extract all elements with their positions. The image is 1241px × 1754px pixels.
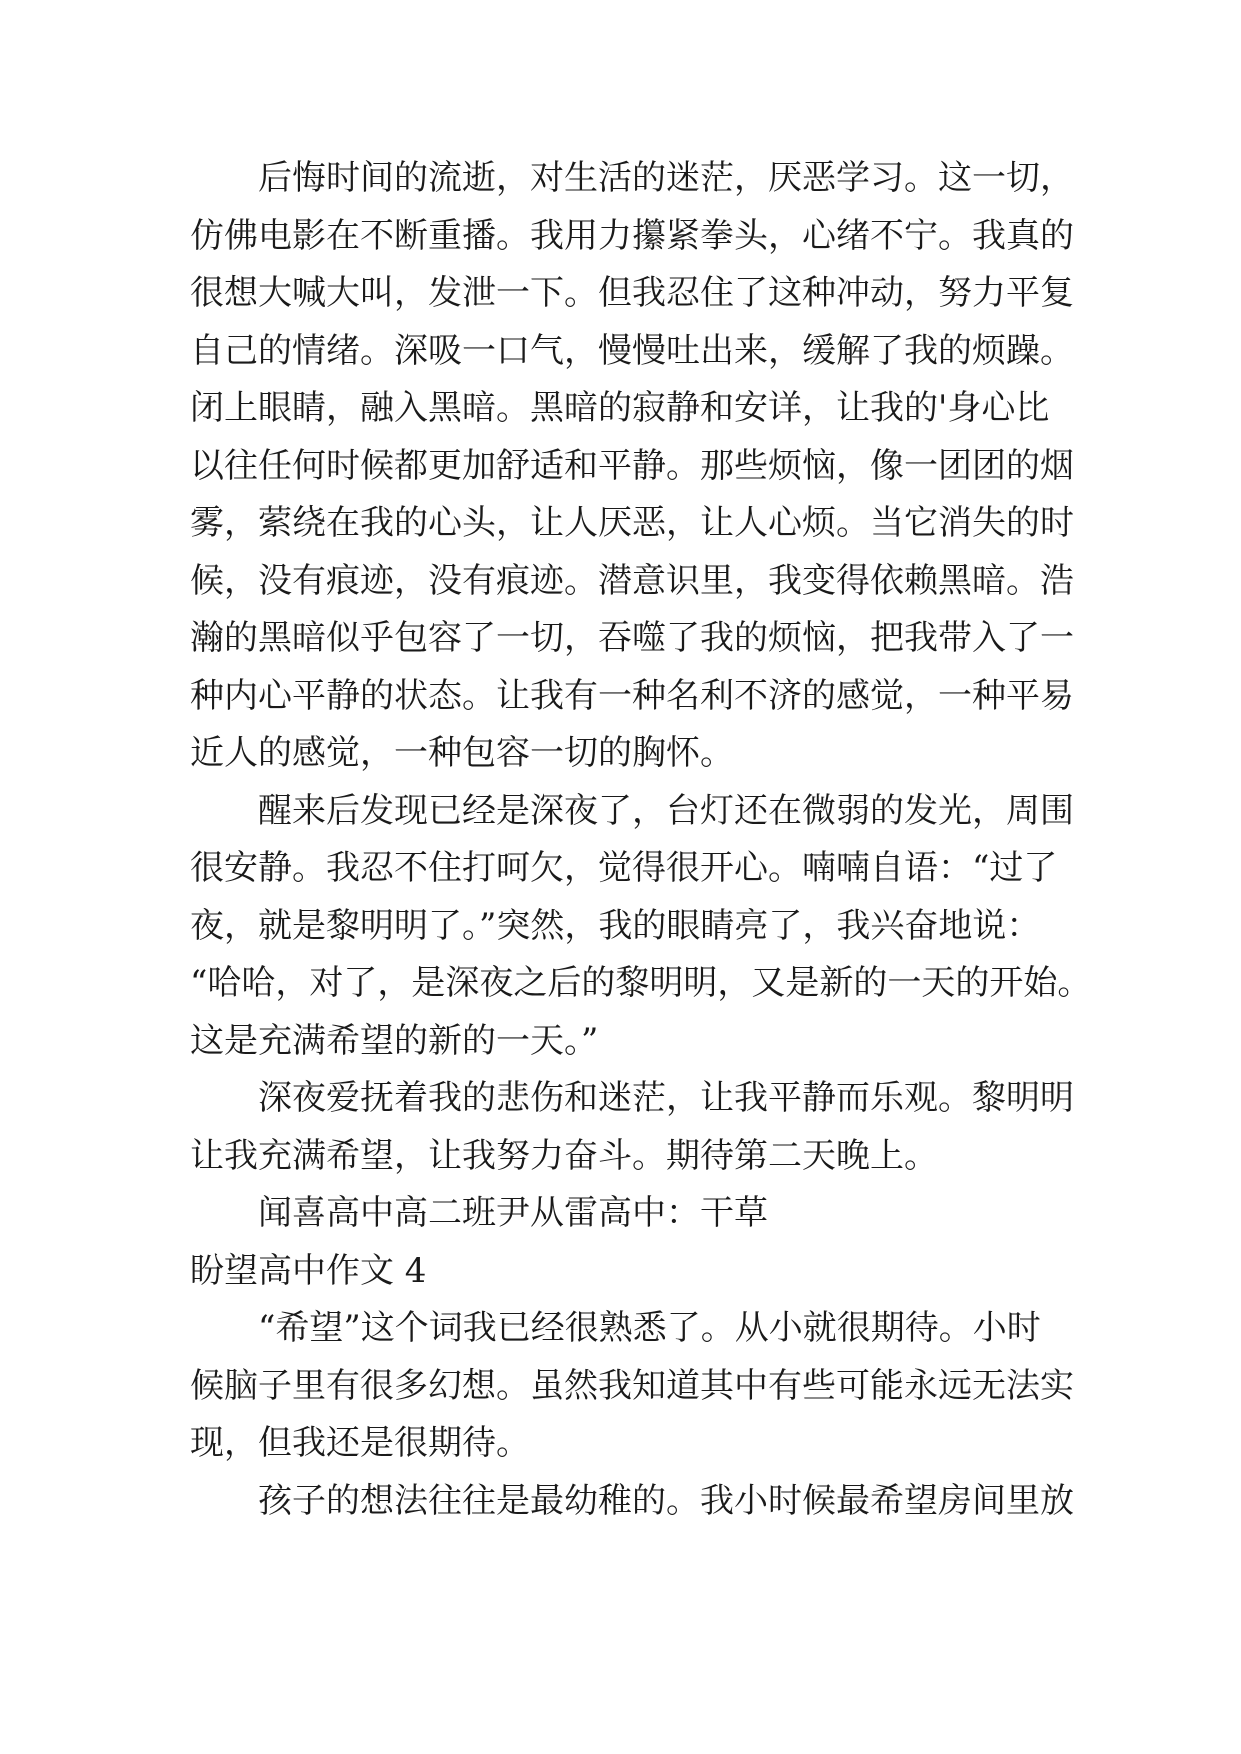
author-line: 闻喜高中高二班尹从雷高中：干草 [258,1193,768,1233]
text-line: 夜，就是黎明明了。”突然，我的眼睛亮了，我兴奋地说： [190,905,1041,946]
section-heading: 盼望高中作文 4 [190,1250,427,1291]
text-line: 瀚的黑暗似乎包容了一切，吞噬了我的烦恼，把我带入了一 [190,618,1074,658]
text-line: 种内心平静的状态。让我有一种名利不济的感觉，一种平易 [190,675,1074,716]
text-line: 孩子的想法往往是最幼稚的。我小时候最希望房间里放 [258,1480,1074,1521]
text-line: “希望”这个词我已经很熟悉了。从小就很期待。小时 [258,1308,1041,1348]
text-line: 后悔时间的流逝，对生活的迷茫，厌恶学习。这一切， [258,158,1074,198]
text-line: 醒来后发现已经是深夜了，台灯还在微弱的发光，周围 [258,790,1074,831]
text-line: 很安静。我忍不住打呵欠，觉得很开心。喃喃自语：“过了 [190,848,1058,888]
text-line: 自己的情绪。深吸一口气，慢慢吐出来，缓解了我的烦躁。 [190,330,1074,371]
text-line: 现，但我还是很期待。 [190,1423,530,1463]
text-line: “哈哈，对了，是深夜之后的黎明明，又是新的一天的开始。 [190,963,1092,1003]
text-line: 仿佛电影在不断重播。我用力攥紧拳头，心绪不宁。我真的 [190,215,1074,256]
text-line: 候，没有痕迹，没有痕迹。潜意识里，我变得依赖黑暗。浩 [190,560,1074,601]
text-line: 深夜爱抚着我的悲伤和迷茫，让我平静而乐观。黎明明 [258,1078,1074,1118]
document-page [190,150,1092,1530]
text-line: 很想大喊大叫，发泄一下。但我忍住了这种冲动，努力平复 [190,273,1074,313]
text-line: 近人的感觉，一种包容一切的胸怀。 [190,733,734,773]
text-line: 这是充满希望的新的一天。” [190,1020,599,1061]
text-line: 以往任何时候都更加舒适和平静。那些烦恼，像一团团的烟 [190,445,1074,486]
text-line: 让我充满希望，让我努力奋斗。期待第二天晚上。 [190,1135,938,1176]
text-line: 候脑子里有很多幻想。虽然我知道其中有些可能永远无法实 [190,1365,1074,1406]
text-line: 雾，萦绕在我的心头，让人厌恶，让人心烦。当它消失的时 [190,503,1074,543]
text-line: 闭上眼睛，融入黑暗。黑暗的寂静和安详，让我的'身心比 [190,388,1050,428]
